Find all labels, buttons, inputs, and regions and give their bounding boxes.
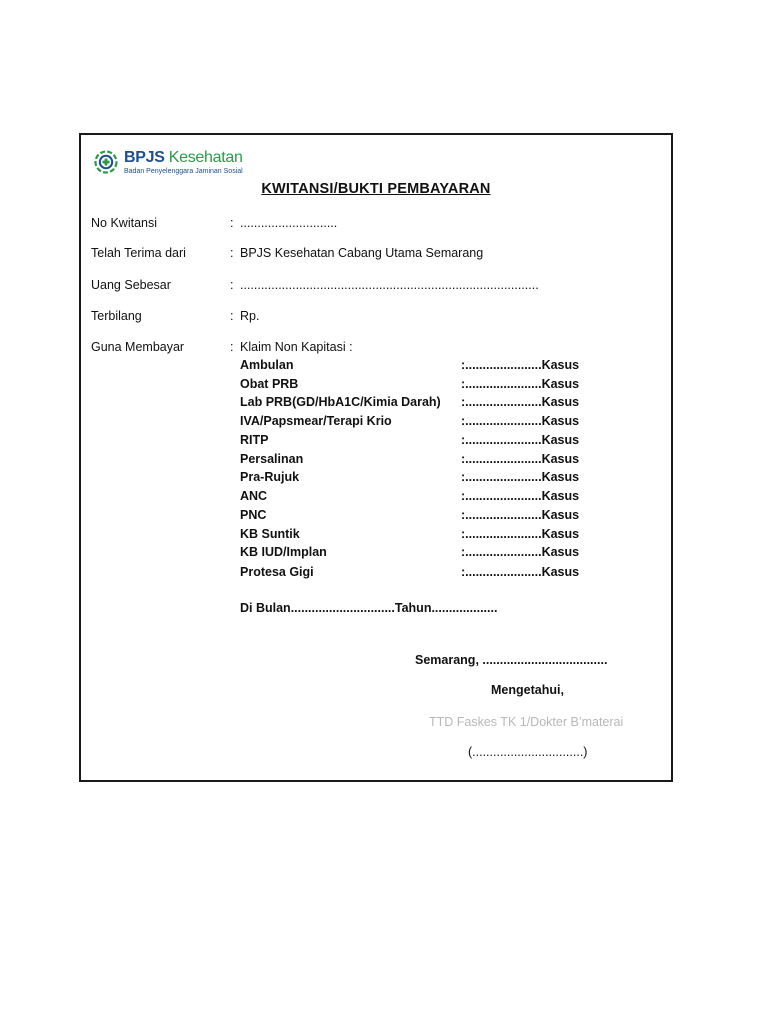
period-line: Di Bulan..............................Tahun...................	[240, 601, 498, 615]
field-label: No Kwitansi	[91, 216, 157, 230]
item-count-blank: :......................Kasus	[461, 414, 580, 428]
field-colon: :	[230, 278, 234, 292]
logo-bpjs-text: BPJS	[124, 148, 165, 166]
bpjs-logo	[94, 147, 243, 177]
item-count-blank: :......................Kasus	[461, 377, 580, 391]
signature-name-blank: (................................)	[468, 745, 588, 759]
item-count-blank: :......................Kasus	[461, 395, 580, 409]
item-name: Ambulan	[240, 358, 294, 372]
field-value: Klaim Non Kapitasi :	[240, 340, 353, 354]
item-count-blank: :......................Kasus	[461, 527, 580, 541]
item-count-blank: :......................Kasus	[461, 452, 580, 466]
bpjs-emblem-icon	[94, 150, 118, 174]
item-count-blank: :......................Kasus	[461, 508, 580, 522]
field-colon: :	[230, 216, 234, 230]
item-name: Persalinan	[240, 452, 304, 466]
place-date-line: Semarang, ....................................	[415, 653, 608, 667]
mengetahui-label: Mengetahui,	[491, 683, 564, 697]
item-name: KB IUD/Implan	[240, 545, 327, 559]
item-name: Protesa Gigi	[240, 565, 314, 579]
item-name: Lab PRB(GD/HbA1C/Kimia Darah)	[240, 395, 441, 409]
item-name: ANC	[240, 489, 268, 503]
logo-tagline: Badan Penyelenggara Jaminan Sosial	[124, 167, 243, 175]
field-value: BPJS Kesehatan Cabang Utama Semarang	[240, 246, 484, 260]
item-name: RITP	[240, 433, 269, 447]
item-name: Pra-Rujuk	[240, 470, 300, 484]
receipt-form	[79, 133, 673, 782]
form-title: KWITANSI/BUKTI PEMBAYARAN	[261, 181, 491, 197]
field-colon: :	[230, 340, 234, 354]
field-colon: :	[230, 246, 234, 260]
field-value: ......................................................................................	[240, 278, 539, 292]
item-name: IVA/Papsmear/Terapi Krio	[240, 414, 392, 428]
item-count-blank: :......................Kasus	[461, 433, 580, 447]
logo-kesehatan-text: Kesehatan	[168, 148, 243, 166]
item-count-blank: :......................Kasus	[461, 545, 580, 559]
item-name: KB Suntik	[240, 527, 300, 541]
field-label: Telah Terima dari	[91, 246, 186, 260]
field-label: Guna Membayar	[91, 340, 185, 354]
item-count-blank: :......................Kasus	[461, 565, 580, 579]
item-name: Obat PRB	[240, 377, 299, 391]
field-value: Rp.	[240, 309, 260, 323]
item-count-blank: :......................Kasus	[461, 358, 580, 372]
field-label: Terbilang	[91, 309, 142, 323]
item-name: PNC	[240, 508, 267, 522]
signature-note: TTD Faskes TK 1/Dokter B’materai	[429, 715, 624, 729]
item-count-blank: :......................Kasus	[461, 470, 580, 484]
item-count-blank: :......................Kasus	[461, 489, 580, 503]
field-value: ............................	[240, 216, 338, 230]
field-label: Uang Sebesar	[91, 278, 171, 292]
field-colon: :	[230, 309, 234, 323]
